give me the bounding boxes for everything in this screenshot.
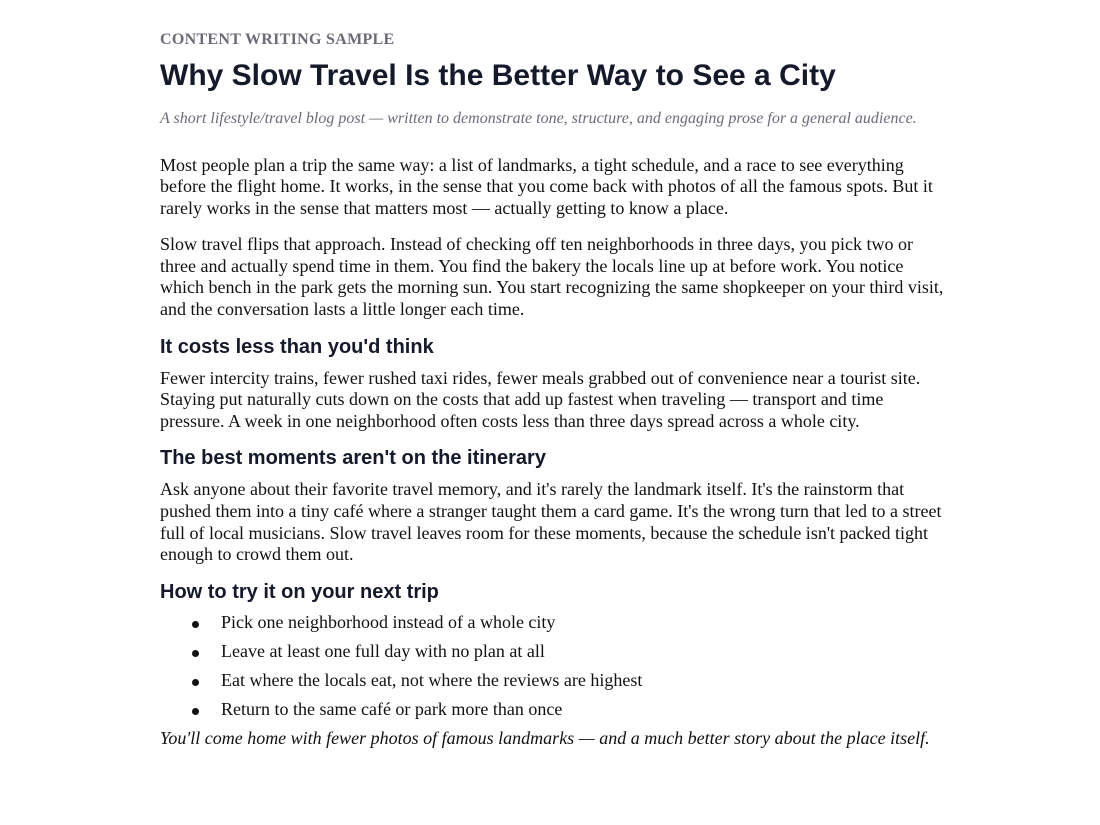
bullet-icon — [192, 679, 199, 686]
tip-text: Return to the same café or park more than once — [221, 699, 563, 720]
list-item — [160, 641, 950, 663]
intro-paragraph-1: Most people plan a trip the same way: a list of landmarks, a tight schedule, and a race to see everything before the flight home. It works, in the sense that you come back with photos of all the famous spots. But it rarely works in the sense that matters most — actually getting to know a place. — [160, 154, 933, 218]
section-heading-moments: The best moments aren't on the itinerary — [160, 447, 546, 470]
closing-paragraph: You'll come home with fewer photos of famous landmarks — and a much better story about the place itself. — [160, 728, 930, 749]
article-subtitle: A short lifestyle/travel blog post — written to demonstrate tone, structure, and engaging prose for a general audience. — [160, 110, 917, 127]
section-heading-cost: It costs less than you'd think — [160, 335, 434, 358]
bullet-icon — [192, 708, 199, 715]
section-heading-how-to: How to try it on your next trip — [160, 580, 439, 603]
article-category-label: CONTENT WRITING SAMPLE — [160, 31, 395, 48]
tip-text: Pick one neighborhood instead of a whole city — [221, 611, 556, 632]
bullet-icon — [192, 650, 199, 657]
intro-paragraph-2: Slow travel flips that approach. Instead of checking off ten neighborhoods in three days, you pick two or three and actually spend time in them. You find the bakery the locals line up at before work. You notice which bench in the park gets the morning sun. You start recognizing the same shopkeeper on your third visit, and the conversation lasts a little longer each time. — [160, 234, 944, 320]
section-body-moments: Ask anyone about their favorite travel memory, and it's rarely the landmark itself. It's the rainstorm that pushed them into a tiny café where a stranger taught them a card game. It's the wrong turn that led to a street full of local musicians. Slow travel leaves room for these moments, because the schedule isn't packed tight enough to crowd them out. — [160, 479, 942, 565]
tips-list — [160, 612, 950, 721]
blog-article — [160, 30, 950, 750]
bullet-icon — [192, 621, 199, 628]
section-body-cost: Fewer intercity trains, fewer rushed taxi rides, fewer meals grabbed out of convenience near a tourist site. Staying put naturally cuts down on the costs that add up fastest when traveling — transport and time pressure. A week in one neighborhood often costs less than three days spread across a whole city. — [160, 367, 921, 431]
list-item — [160, 612, 950, 634]
list-item — [160, 670, 950, 692]
tip-text: Leave at least one full day with no plan at all — [221, 640, 545, 661]
tip-text: Eat where the locals eat, not where the reviews are highest — [221, 670, 643, 690]
list-item — [160, 699, 950, 721]
page-title: Why Slow Travel Is the Better Way to See a City — [160, 59, 836, 92]
